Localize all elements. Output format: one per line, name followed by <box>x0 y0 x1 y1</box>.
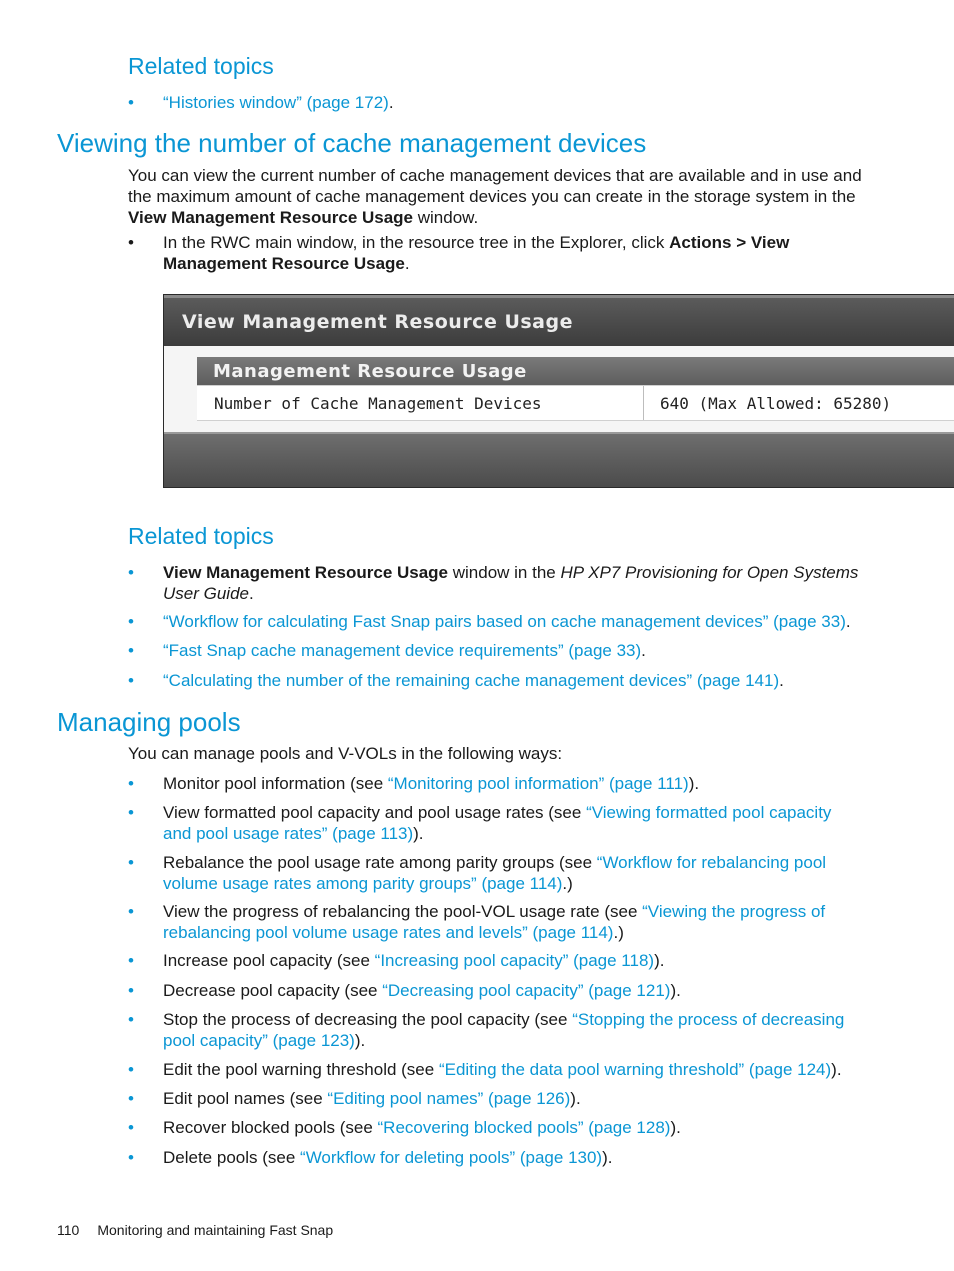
chapter-title: Monitoring and maintaining Fast Snap <box>97 1222 334 1238</box>
bullet-icon: • <box>128 233 134 252</box>
cell-divider <box>643 386 644 420</box>
row-value: 640 (Max Allowed: 65280) <box>660 394 892 413</box>
section-title-cache-devices: Viewing the number of cache management devices <box>57 128 647 158</box>
bullet-icon: • <box>128 1118 134 1137</box>
bullet-icon: • <box>128 1089 134 1108</box>
window-footer <box>164 432 954 488</box>
link-workflow-calculating[interactable]: “Workflow for calculating Fast Snap pairs based on cache management devices” (page 33) <box>163 612 846 631</box>
link-device-requirements[interactable]: “Fast Snap cache management device requirements” (page 33) <box>163 641 642 660</box>
link-stopping-decrease[interactable]: “Stopping the process of decreasing pool capacity” (page 123) <box>163 1010 845 1050</box>
section-title-managing-pools: Managing pools <box>57 707 241 737</box>
bullet-icon: • <box>128 641 134 660</box>
row-label: Number of Cache Management Devices <box>214 394 542 413</box>
link-decreasing-capacity[interactable]: “Decreasing pool capacity” (page 121) <box>382 981 671 1000</box>
link-viewing-capacity[interactable]: “Viewing formatted pool capacity and pool usage rates” (page 113) <box>163 803 832 843</box>
bullet-icon: • <box>128 803 134 822</box>
bullet-icon: • <box>128 774 134 793</box>
bullet-icon: • <box>128 951 134 970</box>
window-title-bar <box>164 295 954 346</box>
link-histories-window[interactable]: “Histories window” (page 172) <box>163 93 389 112</box>
link-editing-names[interactable]: “Editing pool names” (page 126) <box>327 1089 571 1108</box>
window-title: View Management Resource Usage <box>182 311 573 333</box>
bullet-icon: • <box>128 1010 134 1029</box>
page-footer <box>57 1222 333 1238</box>
related-topics-heading: Related topics <box>128 523 274 549</box>
bullet-icon: • <box>128 563 134 582</box>
bullet-icon: • <box>128 981 134 1000</box>
bullet-icon: • <box>128 853 134 872</box>
bullet-icon: • <box>128 612 134 631</box>
page-number: 110 <box>57 1222 80 1238</box>
link-rebalancing-workflow[interactable]: “Workflow for rebalancing pool volume usage rates among parity groups” (page 114) <box>163 853 827 893</box>
related-topics-heading: Related topics <box>128 53 274 79</box>
panel-header <box>197 357 954 385</box>
panel-title: Management Resource Usage <box>213 361 527 382</box>
link-warning-threshold[interactable]: “Editing the data pool warning threshold” (page 124) <box>438 1060 832 1079</box>
section-paragraph: You can view the current number of cache management devices that are available and in use and the maximum amount of cache management devices you can create in the storage system in the View Management Resource Usage window. <box>128 166 862 227</box>
link-recovering-blocked[interactable]: “Recovering blocked pools” (page 128) <box>377 1118 671 1137</box>
table-row <box>197 385 954 421</box>
section-intro: You can manage pools and V-VOLs in the following ways: <box>128 744 563 763</box>
bullet-icon: • <box>128 1148 134 1167</box>
bullet-icon: • <box>128 93 134 112</box>
link-monitoring-pool[interactable]: “Monitoring pool information” (page 111) <box>387 774 689 793</box>
bullet-icon: • <box>128 902 134 921</box>
bullet-icon: • <box>128 1060 134 1079</box>
link-deleting-pools[interactable]: “Workflow for deleting pools” (page 130) <box>300 1148 603 1167</box>
link-rebalancing-progress[interactable]: “Viewing the progress of rebalancing pool volume usage rates and levels” (page 114) <box>163 902 826 942</box>
link-calculating-remaining[interactable]: “Calculating the number of the remaining cache management devices” (page 141) <box>163 671 780 690</box>
bullet-icon: • <box>128 671 134 690</box>
screenshot-view-management-resource-usage <box>163 294 954 488</box>
link-increasing-capacity[interactable]: “Increasing pool capacity” (page 118) <box>374 951 655 970</box>
